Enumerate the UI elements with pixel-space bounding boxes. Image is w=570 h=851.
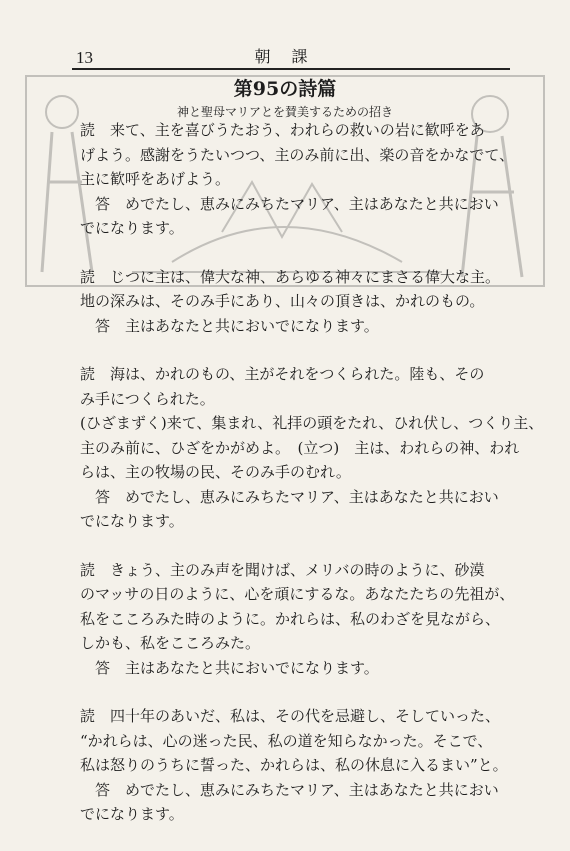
text-line: 読 きょう、主のみ声を聞けば、メリバの時のように、砂漠: [80, 560, 485, 579]
stanza-2: [80, 265, 520, 339]
text-line: 答 めでたし、恵みにみちたマリア、主はあなたと共におい: [80, 194, 499, 213]
text-line: 答 めでたし、恵みにみちたマリア、主はあなたと共におい: [80, 487, 499, 506]
text-line: 主のみ前に、ひざをかがめよ。 (立つ) 主は、われらの神、われ: [80, 438, 520, 457]
text-line: 地の深みは、そのみ手にあり、山々の頂きは、かれのもの。: [80, 292, 485, 310]
title-block: [0, 76, 570, 122]
text-line: しかも、私をこころみた。: [80, 634, 261, 652]
text-line: 私は怒りのうちに誓った、かれらは、私の休息に入るまい”と。: [80, 756, 508, 774]
text-line: み手につくられた。: [80, 389, 215, 408]
stanza-1: [80, 118, 520, 241]
text-line: のマッサの日のように、心を頑にするな。あなたたちの先祖が、: [80, 585, 515, 603]
text-line: 読 海は、かれのもの、主がそれをつくられた。陸も、その: [80, 365, 485, 383]
running-head: 朝 課: [254, 47, 316, 66]
text-line: らは、主の牧場の民、そのみ手のむれ。: [80, 463, 351, 481]
page-subtitle: 神と聖母マリアとを賛美するための招き: [176, 105, 393, 119]
text-line: 私をこころみた時のように。かれらは、私のわざを見ながら、: [80, 609, 501, 628]
text-line: 主に歓呼をあげよう。: [80, 170, 231, 188]
text-line: でになります。: [80, 219, 184, 237]
text-line: 読 来て、主を喜びうたおう、われらの救いの岩に歓呼をあ: [80, 121, 485, 139]
psalm-body: [80, 118, 544, 851]
header-divider: [72, 68, 510, 70]
page-title: 第95の詩篇: [233, 78, 337, 100]
text-line: 答 めでたし、恵みにみちたマリア、主はあなたと共におい: [80, 780, 499, 799]
text-line: でになります。: [80, 512, 184, 530]
stanza-3: [80, 362, 544, 534]
page-number: 13: [76, 48, 93, 67]
text-line: 読 じつに主は、偉大な神、あらゆる神々にまさる偉大な主。: [80, 267, 501, 286]
text-line: 読 四十年のあいだ、私は、その代を忌避し、そしていった、: [80, 707, 501, 725]
text-line: でになります。: [80, 805, 184, 823]
text-line: 答 主はあなたと共においでになります。: [80, 316, 379, 335]
text-line: (ひざまずく)来て、集まれ、礼拝の頭をたれ、ひれ伏し、つくり主、: [80, 414, 544, 432]
stanza-5: [80, 704, 520, 827]
text-line: “かれらは、心の迷った民、私の道を知らなかった。そこで、: [80, 731, 493, 750]
stanza-4: [80, 558, 520, 681]
text-line: げよう。感謝をうたいつつ、主のみ前に出、楽の音をかなでて、: [80, 145, 515, 164]
text-line: 答 主はあなたと共においでになります。: [80, 658, 379, 677]
